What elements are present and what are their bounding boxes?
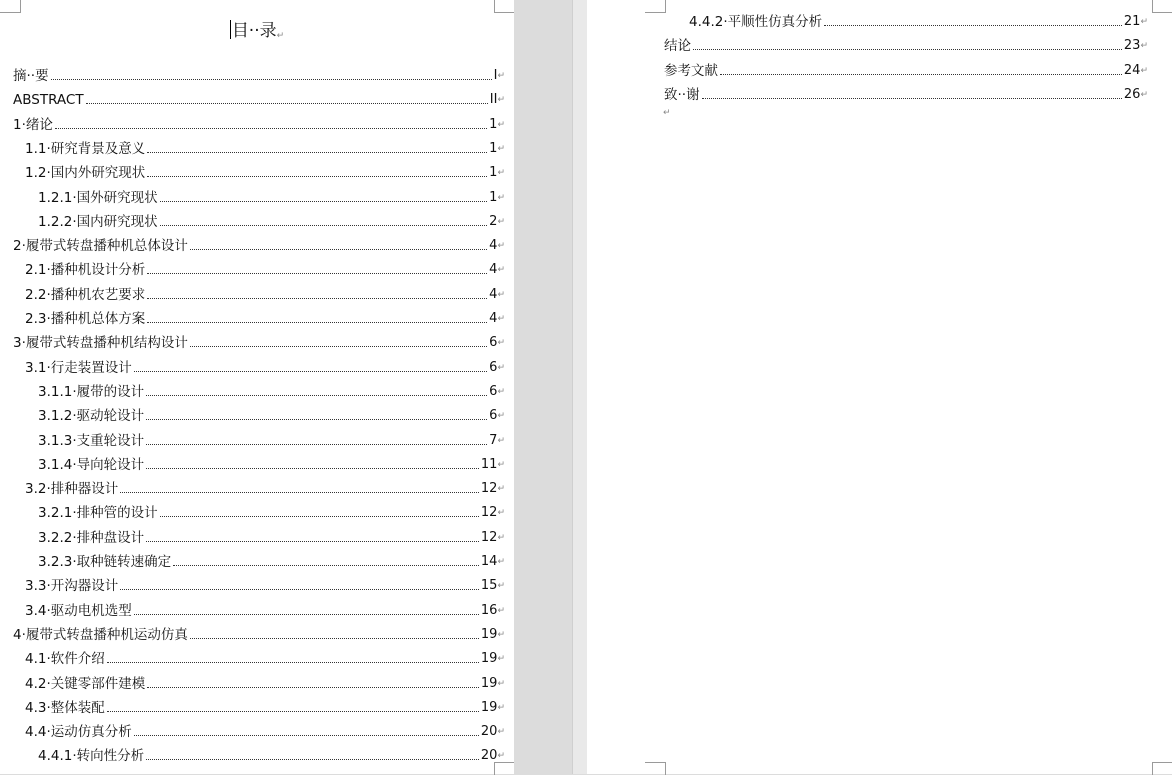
paragraph-mark-icon: ↵ (497, 241, 505, 252)
paragraph-mark-icon: ↵ (497, 435, 505, 446)
toc-leader-dots (134, 614, 479, 615)
toc-entry-label: ABSTRACT (13, 92, 84, 109)
toc-entry[interactable] (13, 331, 505, 351)
toc-entry[interactable] (13, 550, 505, 570)
paragraph-mark-icon: ↵ (497, 605, 505, 616)
toc-entry-page-number: 24 (1123, 62, 1141, 78)
toc-leader-dots (190, 638, 479, 639)
document-page-right[interactable] (587, 0, 1172, 774)
toc-entry[interactable] (13, 720, 505, 740)
toc-entry-label: 3.1·行走装置设计 (25, 359, 132, 376)
toc-entry-label: 3.2.3·取种链转速确定 (38, 554, 172, 570)
toc-leader-dots (146, 444, 487, 445)
paragraph-mark-icon: ↵ (497, 557, 505, 567)
page-corner-mark (1152, 762, 1172, 775)
toc-leader-dots (146, 759, 479, 760)
paragraph-mark-icon: ↵ (497, 727, 505, 738)
toc-leader-dots (120, 589, 479, 590)
toc-entry-label: 3.2.2·排种盘设计 (38, 529, 145, 546)
toc-leader-dots (147, 273, 487, 274)
toc-leader-dots (173, 565, 479, 566)
toc-entry-page-number: I (493, 68, 498, 83)
toc-entry[interactable] (13, 526, 505, 546)
paragraph-mark-icon: ↵ (497, 508, 505, 519)
toc-entry-label: 2.2·播种机农艺要求 (25, 286, 146, 303)
toc-leader-dots (146, 468, 479, 469)
toc-entry[interactable] (13, 356, 505, 376)
toc-leader-dots (824, 25, 1122, 26)
toc-entry[interactable] (13, 186, 505, 206)
paragraph-mark-icon: ↵ (497, 95, 505, 106)
toc-entry[interactable] (13, 672, 505, 692)
toc-leader-dots (86, 103, 488, 104)
toc-entry-label: 4.1·软件介绍 (25, 651, 105, 668)
toc-entry[interactable] (13, 477, 505, 497)
toc-entry-page-number: 1 (489, 116, 498, 132)
toc-entry[interactable] (13, 647, 505, 667)
toc-entry[interactable] (13, 696, 505, 716)
toc-leader-dots (190, 249, 487, 250)
toc-entry-label: 4·履带式转盘播种机运动仿真 (13, 626, 188, 643)
toc-leader-dots (134, 371, 487, 372)
toc-entry-page-number: 12 (480, 529, 498, 545)
toc-entry-page-number: 1 (489, 140, 498, 156)
toc-leader-dots (147, 298, 487, 299)
toc-entry-page-number: 16 (480, 602, 498, 618)
toc-list-right (664, 0, 1148, 774)
toc-entry-label: 3.2·排种器设计 (25, 481, 119, 498)
toc-leader-dots (190, 346, 487, 347)
toc-entry[interactable] (664, 83, 1148, 103)
paragraph-mark-icon: ↵ (1140, 89, 1148, 100)
toc-entry[interactable] (13, 161, 505, 181)
page-corner-mark (645, 0, 666, 13)
toc-entry-label: 1.2.2·国内研究现状 (38, 213, 158, 230)
toc-entry-page-number: 19 (480, 699, 498, 715)
toc-entry[interactable] (13, 404, 505, 424)
toc-leader-dots (160, 225, 488, 226)
toc-entry[interactable] (13, 258, 505, 278)
toc-entry-label: 结论 (664, 38, 691, 55)
toc-entry-label: 3.3·开沟器设计 (25, 578, 119, 595)
toc-entry-page-number: 15 (480, 578, 498, 594)
toc-entry-label: 1.2·国内外研究现状 (25, 165, 146, 182)
toc-entry[interactable] (13, 501, 505, 521)
paragraph-mark-icon: ↵ (663, 108, 671, 118)
paragraph-mark-icon: ↵ (497, 386, 505, 397)
toc-entry[interactable] (13, 453, 505, 473)
toc-leader-dots (160, 201, 488, 202)
toc-leader-dots (147, 687, 479, 688)
paragraph-mark-icon: ↵ (497, 314, 505, 324)
toc-leader-dots (160, 516, 479, 517)
paragraph-mark-icon: ↵ (497, 168, 505, 179)
paragraph-mark-icon: ↵ (497, 678, 505, 689)
paragraph-mark-icon: ↵ (497, 71, 505, 81)
toc-entry-page-number: 4 (489, 286, 498, 302)
toc-entry-page-number: 6 (489, 408, 498, 424)
toc-entry-label: 1·绪论 (13, 116, 53, 133)
toc-entry-label: 4.4.1·转向性分析 (38, 748, 145, 765)
paragraph-mark-icon: ↵ (497, 581, 505, 592)
toc-leader-dots (120, 492, 479, 493)
toc-entry-page-number: 2 (489, 213, 498, 229)
toc-entry-label: 4.4·运动仿真分析 (25, 724, 132, 741)
toc-entry[interactable] (13, 623, 505, 643)
toc-leader-dots (55, 128, 487, 129)
page-corner-mark (645, 762, 666, 775)
paragraph-mark-icon: ↵ (497, 484, 505, 495)
toc-entry-page-number: 11 (480, 456, 498, 472)
paragraph-mark-icon: ↵ (497, 459, 505, 470)
paragraph-mark-icon: ↵ (497, 751, 505, 762)
toc-entry-label: 3.1.3·支重轮设计 (38, 432, 145, 449)
toc-leader-dots (51, 79, 492, 80)
paragraph-mark-icon: ↵ (497, 192, 505, 203)
toc-entry[interactable] (13, 234, 505, 254)
toc-entry-page-number: 20 (480, 724, 498, 740)
paragraph-mark-icon: ↵ (497, 411, 505, 422)
toc-entry-page-number: 23 (1123, 38, 1141, 54)
toc-entry-page-number: 6 (489, 335, 498, 351)
scroll-strip (572, 0, 588, 774)
paragraph-mark-icon: ↵ (497, 654, 505, 665)
toc-entry[interactable] (13, 307, 505, 327)
toc-leader-dots (693, 49, 1122, 50)
paragraph-mark-icon: ↵ (497, 629, 505, 640)
toc-entry-label: 3·履带式转盘播种机结构设计 (13, 335, 188, 352)
paragraph-mark-icon: ↵ (497, 362, 505, 373)
toc-entry-page-number: 19 (480, 651, 498, 667)
toc-leader-dots (146, 541, 479, 542)
toc-entry-page-number: 4 (489, 311, 498, 326)
toc-leader-dots (147, 152, 487, 153)
paragraph-mark-icon: ↵ (497, 216, 505, 227)
toc-entry-page-number: 6 (489, 359, 498, 375)
toc-leader-dots (720, 74, 1122, 75)
toc-entry-label: 1.1·研究背景及意义 (25, 140, 146, 157)
paragraph-mark-icon: ↵ (497, 289, 505, 300)
toc-entry-page-number: 1 (489, 189, 498, 205)
paragraph-mark-icon: ↵ (497, 265, 505, 276)
toc-entry[interactable] (13, 380, 505, 400)
paragraph-mark-icon: ↵ (276, 31, 285, 41)
toc-entry-page-number: 4 (489, 238, 498, 254)
toc-entry-label: 4.4.2·平顺性仿真分析 (689, 14, 823, 30)
toc-entry-label: 摘··要 (13, 68, 49, 84)
toc-entry-page-number: II (489, 92, 498, 108)
toc-entry[interactable] (664, 59, 1148, 79)
toc-leader-dots (146, 419, 487, 420)
paragraph-mark-icon: ↵ (497, 143, 505, 154)
paragraph-mark-icon: ↵ (497, 702, 505, 713)
toc-entry[interactable] (13, 574, 505, 594)
toc-entry-page-number: 6 (489, 383, 498, 399)
toc-entry[interactable] (13, 429, 505, 449)
toc-leader-dots (146, 395, 487, 396)
document-page-left[interactable] (0, 0, 514, 774)
toc-entry[interactable] (664, 34, 1148, 54)
paragraph-mark-icon: ↵ (1140, 41, 1148, 52)
toc-entry[interactable] (13, 88, 505, 108)
toc-title-text: 目··录 (231, 21, 277, 41)
toc-entry-label: 3.2.1·排种管的设计 (38, 505, 158, 522)
toc-entry-label: 3.1.2·驱动轮设计 (38, 408, 145, 425)
toc-entry[interactable] (13, 137, 505, 157)
toc-leader-dots (702, 98, 1122, 99)
toc-entry[interactable] (13, 64, 505, 84)
toc-leader-dots (107, 662, 479, 663)
toc-leader-dots (134, 735, 479, 736)
toc-entry-label: 4.2·关键零部件建模 (25, 675, 146, 692)
toc-entry-page-number: 1 (489, 165, 498, 181)
toc-entry-page-number: 4 (489, 262, 498, 278)
toc-entry-page-number: 7 (489, 432, 498, 448)
toc-entry-label: 2.3·播种机总体方案 (25, 311, 146, 327)
page-gutter (514, 0, 587, 774)
toc-entry-label: 致··谢 (664, 86, 700, 103)
toc-entry-page-number: 20 (480, 748, 498, 764)
paragraph-mark-icon: ↵ (1140, 17, 1148, 27)
page-corner-mark (1152, 0, 1172, 13)
toc-leader-dots (107, 711, 479, 712)
paragraph-mark-icon: ↵ (1140, 65, 1148, 76)
toc-entry-page-number: 19 (480, 626, 498, 642)
toc-entry-page-number: 12 (480, 481, 498, 497)
toc-entry-label: 4.3·整体装配 (25, 699, 105, 716)
paragraph-mark-icon: ↵ (497, 119, 505, 130)
toc-entry-label: 参考文献 (664, 62, 718, 79)
toc-entry-label: 2·履带式转盘播种机总体设计 (13, 238, 188, 255)
toc-entry[interactable] (13, 283, 505, 303)
toc-entry-page-number: 19 (480, 675, 498, 691)
toc-entry-label: 3.4·驱动电机选型 (25, 602, 132, 619)
toc-entry-page-number: 14 (480, 554, 498, 569)
toc-entry-label: 3.1.1·履带的设计 (38, 383, 145, 400)
paragraph-mark-icon: ↵ (497, 338, 505, 349)
toc-entry-page-number: 21 (1123, 14, 1141, 29)
toc-leader-dots (147, 322, 487, 323)
toc-entry-label: 2.1·播种机设计分析 (25, 262, 146, 279)
toc-entry-label: 1.2.1·国外研究现状 (38, 189, 158, 206)
toc-entry[interactable] (664, 10, 1148, 30)
toc-entry[interactable] (13, 113, 505, 133)
toc-leader-dots (147, 176, 487, 177)
toc-entry-label: 3.1.4·导向轮设计 (38, 456, 145, 473)
toc-entry-page-number: 12 (480, 505, 498, 521)
toc-entry[interactable] (13, 744, 505, 764)
toc-entry-page-number: 26 (1123, 86, 1141, 102)
toc-entry[interactable] (13, 210, 505, 230)
toc-entry[interactable] (13, 599, 505, 619)
toc-list-left (13, 0, 505, 774)
paragraph-mark-icon: ↵ (497, 532, 505, 543)
